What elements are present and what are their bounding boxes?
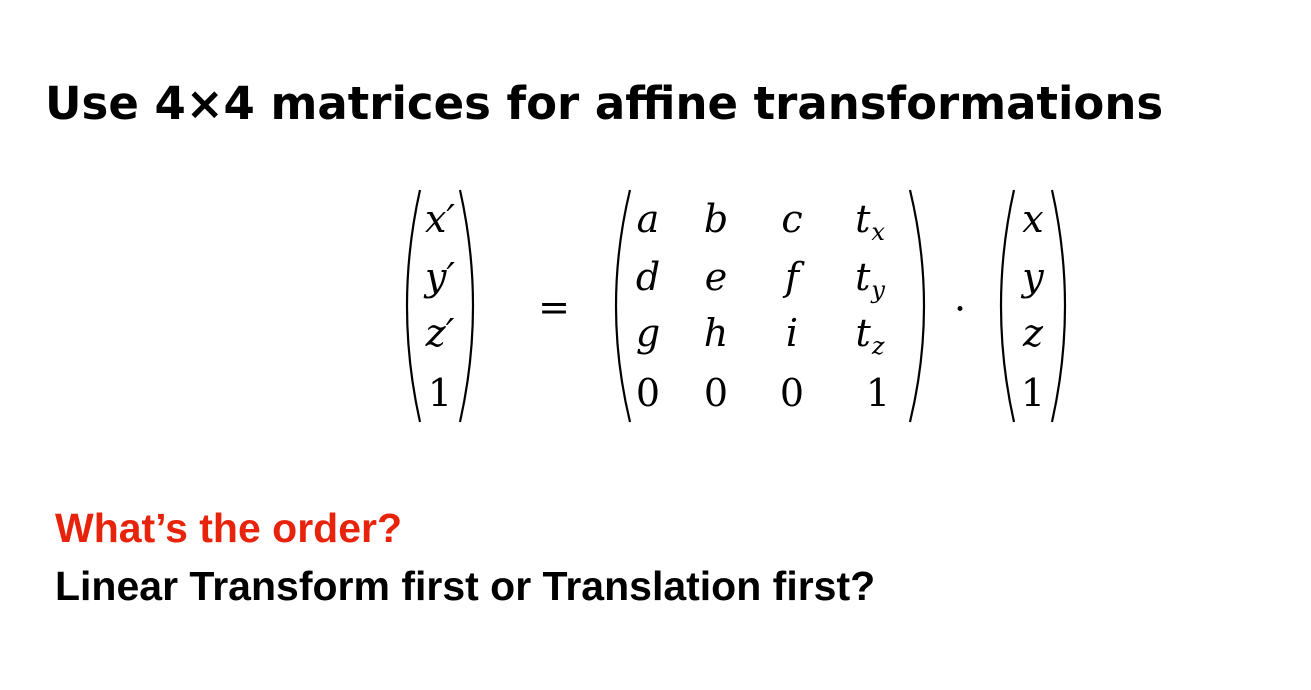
multiply-dot: · (953, 287, 967, 331)
lhs-one: 1 (427, 371, 453, 415)
subscript-x: x (871, 218, 885, 246)
rhs-vector (1001, 190, 1065, 422)
rhs-left-paren (1001, 190, 1014, 422)
lhs-right-paren (460, 190, 473, 422)
matrix-cell-b: b (703, 197, 729, 241)
lhs-x-prime: x′ (424, 197, 456, 241)
order-question: What’s the order? (55, 505, 402, 551)
matrix-cell-h: h (703, 311, 729, 355)
order-subquestion: Linear Transform first or Translation first? (55, 563, 876, 609)
matrix-cell-i: i (785, 311, 799, 355)
rhs-one: 1 (1020, 371, 1046, 415)
matrix-cell-0-1: 0 (635, 371, 661, 415)
matrix-left-paren (616, 190, 630, 422)
matrix-cell-ty: $t_y$ (855, 255, 885, 304)
subscript-z: z (871, 332, 885, 360)
lhs-left-paren (407, 190, 420, 422)
rhs-z: z (1022, 311, 1044, 355)
matrix-cell-a: a (636, 197, 660, 241)
matrix-cell-d: d (635, 255, 661, 299)
matrix-cell-tz: $t_z$ (855, 311, 885, 360)
matrix-right-paren (910, 190, 924, 422)
matrix-cell-tx: $t_x$ (855, 197, 885, 246)
affine-matrix-equation (392, 186, 1092, 426)
lhs-z-prime: z′ (425, 311, 455, 355)
matrix-cell-c: c (781, 197, 803, 241)
matrix-cell-0-2: 0 (703, 371, 729, 415)
transform-matrix (616, 190, 924, 422)
rhs-x: x (1022, 197, 1044, 241)
lhs-vector (407, 190, 473, 422)
matrix-cell-f: f (784, 255, 800, 299)
slide-title: Use 4×4 matrices for affine transformations (45, 77, 1164, 130)
rhs-right-paren (1052, 190, 1065, 422)
rhs-y: y (1022, 255, 1044, 299)
lhs-y-prime: y′ (424, 255, 456, 299)
matrix-cell-e: e (704, 255, 728, 299)
equals-sign: = (538, 285, 570, 329)
subscript-y: y (871, 276, 885, 304)
matrix-cell-0-3: 0 (779, 371, 805, 415)
matrix-cell-g: g (635, 311, 661, 355)
matrix-cell-1: 1 (865, 371, 891, 415)
